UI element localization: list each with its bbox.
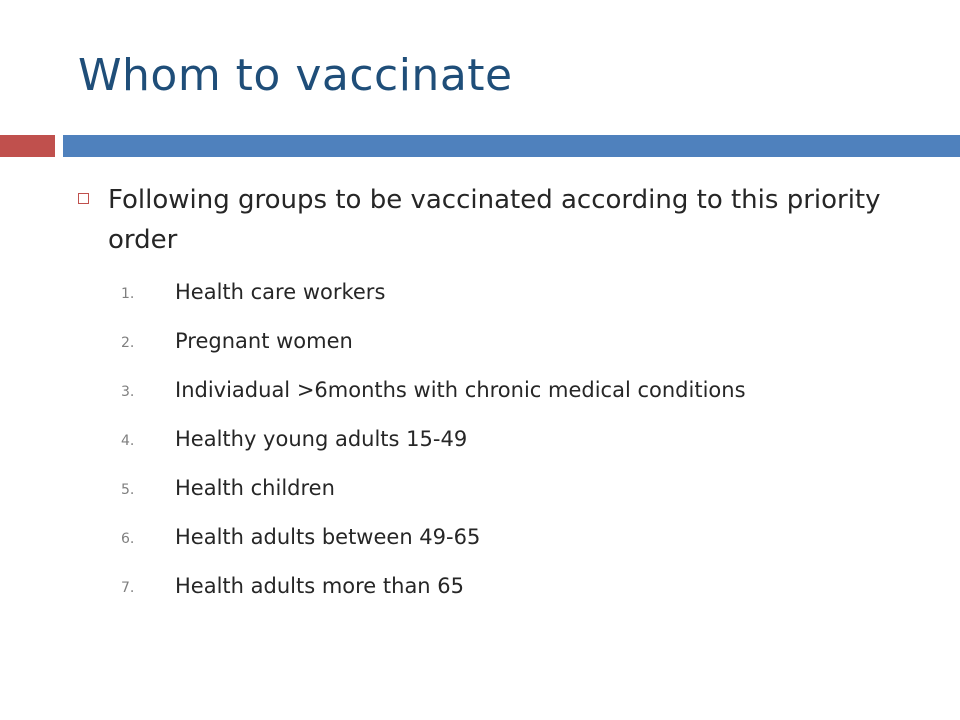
title-accent-bar-red (0, 135, 55, 157)
list-item-text: Health adults between 49-65 (175, 525, 481, 549)
list-item-number: 7. (121, 580, 135, 596)
list-item-text: Health children (175, 476, 335, 500)
main-bullet (78, 180, 918, 260)
list-item-text: Pregnant women (175, 329, 353, 353)
list-item-text: Health care workers (175, 280, 386, 304)
list-item-number: 5. (121, 482, 135, 498)
list-item-number: 2. (121, 335, 135, 351)
list-item-text: Health adults more than 65 (175, 574, 465, 598)
title-accent-bar-blue (63, 135, 960, 157)
page-title: Whom to vaccinate (78, 50, 513, 101)
list-item-number: 3. (121, 384, 135, 400)
list-item-number: 4. (121, 433, 135, 449)
hollow-square-bullet-icon (78, 193, 89, 204)
main-bullet-text: Following groups to be vaccinated according to this priority order (108, 185, 881, 255)
list-item-text: Indiviadual >6months with chronic medical conditions (175, 378, 746, 402)
list-item-number: 6. (121, 531, 135, 547)
list-item-text: Healthy young adults 15-49 (175, 427, 468, 451)
list-item-number: 1. (121, 286, 135, 302)
